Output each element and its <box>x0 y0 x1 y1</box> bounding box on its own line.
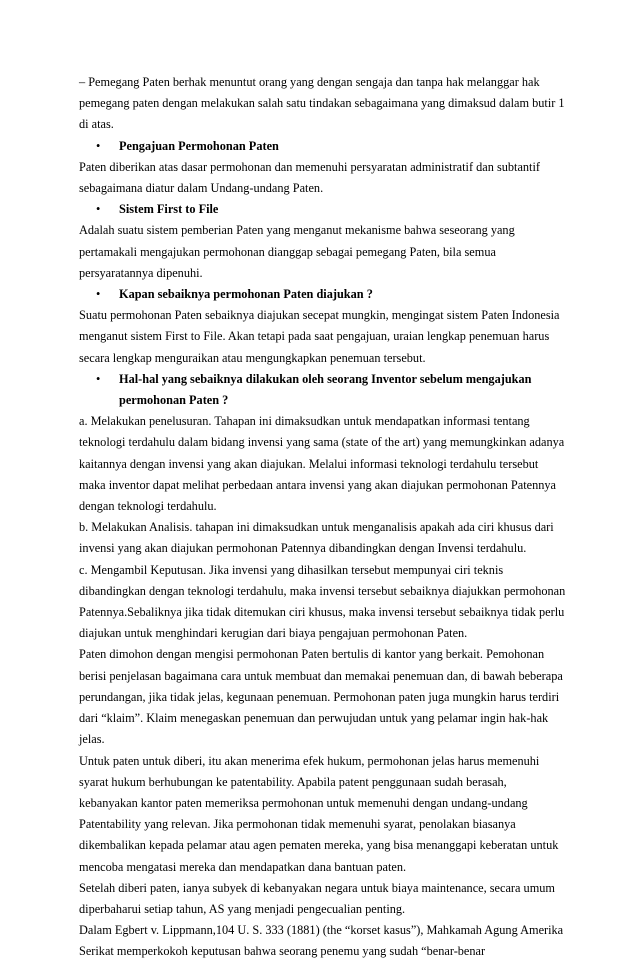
paragraph-paten-diberikan: Paten diberikan atas dasar permohonan dan memenuhi persyaratan administratif dan subtantif sebagaimana diatur dalam Undang-undang Paten. <box>79 159 540 196</box>
paragraph-maintenance: Setelah diberi paten, ianya subyek di kebanyakan negara untuk biaya maintenance, secara umum diperbaharui setiap tahun, AS yang menjadi pengecualian penting. <box>79 880 555 916</box>
bullet-icon: • <box>96 138 101 153</box>
heading-hal-hal-inventor <box>79 369 567 411</box>
document-page <box>79 72 567 963</box>
heading-text: Pengajuan Permohonan Paten <box>119 138 279 153</box>
heading-pengajuan-permohonan <box>79 136 567 157</box>
paragraph-kapan-diajukan: Suatu permohonan Paten sebaiknya diajukan secepat mungkin, mengingat sistem Paten Indonesia menganut sistem First to File. Akan tetapi pada saat pengajuan, uraian lengkap penemuan harus secara lengkap menguraikan atau mengungkapkan penemuan tersebut. <box>79 308 560 365</box>
bullet-icon: • <box>96 287 101 302</box>
heading-kapan-diajukan <box>79 284 567 305</box>
paragraph-paten-dimohon: Paten dimohon dengan mengisi permohonan Paten bertulis di kantor yang berkait. Pemohonan berisi penjelasan bagaimana cara untuk membuat dan memakai penemuan dan, di bawah beberapa perundangan, jika tidak jelas, kegunaan penemuan. Permohonan paten juga mungkin harus terdiri dari “klaim”. Klaim menegaskan penemuan dan perwujudan untuk yang pelamar ingin hak-hak jelas. <box>79 647 563 747</box>
heading-sistem-first-to-file <box>79 199 567 220</box>
paragraph-penelusuran: a. Melakukan penelusuran. Tahapan ini dimaksudkan untuk mendapatkan informasi tentang teknologi terdahulu dalam bidang invensi yang sama (state of the art) yang memungkinkan adanya kaitannya dengan invensi yang akan diajukan. Melalui informasi teknologi terdahulu tersebut maka inventor dapat melihat perbedaan antara invensi yang akan diajukan permohonan Patennya dengan teknologi terdahulu. <box>79 414 565 514</box>
bullet-icon: • <box>96 371 101 386</box>
heading-text: Kapan sebaiknya permohonan Paten diajukan ? <box>119 287 373 302</box>
paragraph-keputusan: c. Mengambil Keputusan. Jika invensi yang dihasilkan tersebut mempunyai ciri teknis dibandingkan dengan teknologi terdahulu, maka invensi tersebut sebaiknya diajukkan permohonan Patennya.Sebaliknya jika tidak ditemukan ciri khusus, maka invensi tersebut sebaiknya tidak perlu diajukan untuk menghindari kerugian dari biaya pengajuan permohonan Paten. <box>79 562 566 641</box>
heading-text: Sistem First to File <box>119 202 219 217</box>
heading-text: Hal-hal yang sebaiknya dilakukan oleh seorang Inventor sebelum mengajukan permohonan Paten ? <box>119 371 532 408</box>
paragraph-efek-hukum: Untuk paten untuk diberi, itu akan menerima efek hukum, permohonan jelas harus memenuhi syarat hukum berhubungan ke patentability. Apabila patent penggunaan sudah berasah, kebanyakan kantor paten memeriksa permohonan untuk memenuhi dengan undang-undang Patentability yang relevan. Jika permohonan tidak memenuhi syarat, penolakan biasanya dikembalikan kepada pelamar atau agen pematen mereka, yang bisa menanggapi keberatan untuk mencoba mengatasi mereka dan mendapatkan dana bantuan paten. <box>79 753 559 874</box>
bullet-icon: • <box>96 202 101 217</box>
paragraph-egbert-lippmann: Dalam Egbert v. Lippmann,104 U. S. 333 (1881) (the “korset kasus”), Mahkamah Agung Amerika Serikat memperkokoh keputusan bahwa seorang penemu yang sudah “benar-benar <box>79 923 564 959</box>
paragraph-first-to-file: Adalah suatu sistem pemberian Paten yang menganut mekanisme bahwa seseorang yang pertamakali mengajukan permohonan dianggap sebagai pemegang Paten, bila semua persyaratannya dipenuhi. <box>79 223 515 280</box>
paragraph-analisis: b. Melakukan Analisis. tahapan ini dimaksudkan untuk menganalisis apakah ada ciri khusus dari invensi yang akan diajukan permohonan Patennya dibandingkan dengan Invensi terdahulu. <box>79 520 554 556</box>
paragraph-patent-holder-rights: – Pemegang Paten berhak menuntut orang yang dengan sengaja dan tanpa hak melanggar hak pemegang paten dengan melakukan salah satu tindakan sebagaimana yang dimaksud dalam butir 1 di atas. <box>79 75 565 132</box>
